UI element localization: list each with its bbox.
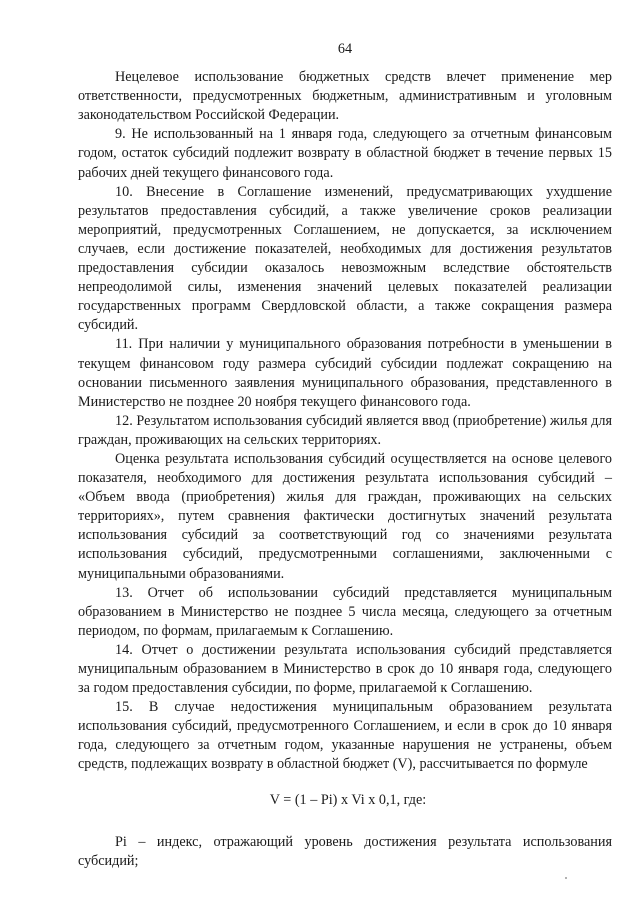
paragraph-item-9: 9. Не использованный на 1 января года, следующего за отчетным финансовым годом, остаток субсидий подлежит возврату в областной бюджет в течение первых 15 рабочих дней текущего финансового года. bbox=[78, 126, 612, 181]
paragraph-pi-definition: Pi – индекс, отражающий уровень достижения результата использования субсидий; bbox=[78, 833, 612, 869]
document-page bbox=[78, 40, 612, 871]
paragraph-item-14: 14. Отчет о достижении результата использования субсидий представляется муниципальным образованием в Министерство в срок до 10 января года, следующего за годом предоставления субсидии, по форме, прилагаемой к Соглашению. bbox=[78, 641, 612, 697]
paragraph-item-10: 10. Внесение в Соглашение изменений, предусматривающих ухудшение результатов предоставления субсидий, а также увеличение сроков реализации мероприятий, предусмотренных Соглашением, не допускается, за исключением случаев, если достижение показателей, необходимых для достижения результатов предоставления субсидии оказалось невозможным вследствие обстоятельств непреодолимой силы, изменения значений целевых показателей реализации государственных программ Свердловской области, а также сокращения размера субсидий. bbox=[78, 183, 612, 334]
paragraph-item-13: 13. Отчет об использовании субсидий представляется муниципальным образованием в Министерство не позднее 5 числа месяца, следующего за отчетным периодом, по формам, прилагаемым к Соглашению. bbox=[78, 584, 612, 639]
scan-speck bbox=[565, 877, 567, 879]
paragraph-misuse-liability: Нецелевое использование бюджетных средств влечет применение мер ответственности, предусмотренных бюджетным, административным и уголовным законодательством Российской Федерации. bbox=[78, 69, 612, 124]
paragraph-result-assessment: Оценка результата использования субсидий осуществляется на основе целевого показателя, необходимого для достижения результата использования субсидий – «Объем ввода (приобретения) жилья для граждан, проживающих на сельских территориях», путем сравнения фактически достигнутых значений результата использования субсидий за соответствующий год со значениями результата использования субсидий, предусмотренными соглашениями, заключенными с муниципальными образованиями. bbox=[78, 450, 612, 582]
paragraph-item-12: 12. Результатом использования субсидий является ввод (приобретение) жилья для граждан, проживающих на сельских территориях. bbox=[78, 412, 612, 448]
paragraph-item-11: 11. При наличии у муниципального образования потребности в уменьшении в текущем финансовом году размера субсидий субсидии подлежат сокращению на основании письменного заявления муниципального образования, представленного в Министерство не позднее 20 ноября текущего финансового года. bbox=[78, 336, 612, 410]
paragraph-item-15: 15. В случае недостижения муниципальным образованием результата использования субсидий, предусмотренного Соглашением, и если в срок до 10 января года, следующего за отчетным годом, указанные нарушения не устранены, объем средств, подлежащих возврату в областной бюджет (V), рассчитывается по формуле bbox=[78, 699, 612, 773]
page-number: 64 bbox=[337, 41, 353, 57]
refund-formula: V = (1 – Pi) x Vi x 0,1, где: bbox=[269, 791, 427, 808]
